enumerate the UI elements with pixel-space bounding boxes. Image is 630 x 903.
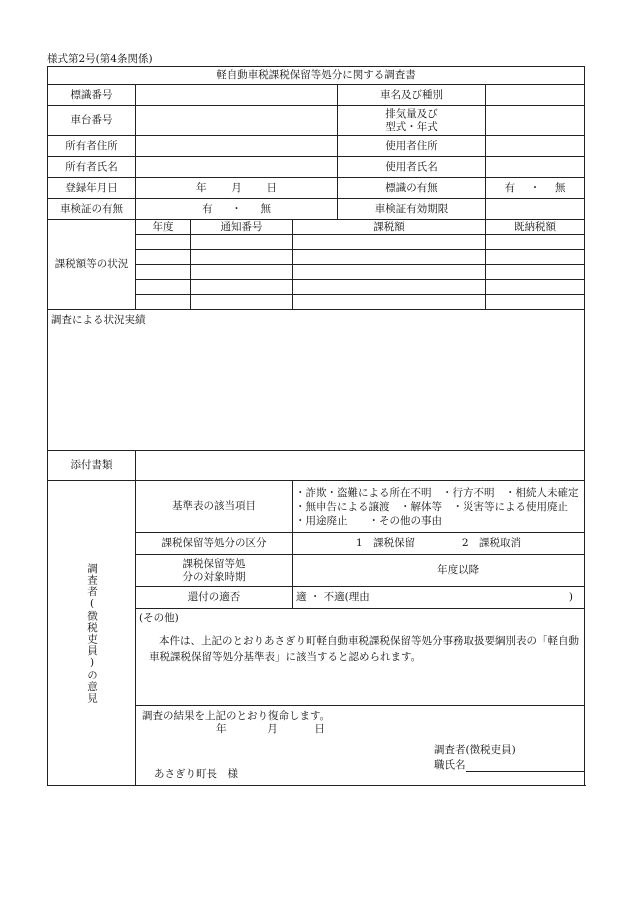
attachments-field[interactable] [136, 451, 585, 481]
user-address-label: 使用者住所 [338, 136, 486, 157]
date-day: 日 [266, 181, 277, 194]
vehicle-name-type-label: 車名及び種別 [338, 85, 486, 106]
period-value: 年度以降 [437, 564, 480, 576]
tax-cell[interactable] [486, 295, 585, 310]
category-option-hold[interactable]: 1 課税保留 [355, 537, 416, 549]
criteria-line1[interactable]: ・詐欺・盗難による所在不明 ・行方不明 ・相続人未確定 [295, 486, 579, 499]
report-date-day: 日 [314, 723, 325, 735]
inspection-yes[interactable]: 有 [202, 202, 213, 215]
tax-cell[interactable] [486, 265, 585, 280]
refund-field[interactable] [293, 587, 585, 609]
tax-cell[interactable] [293, 250, 486, 265]
tax-cell[interactable] [191, 295, 293, 310]
tax-cell[interactable] [136, 265, 191, 280]
sign-no[interactable]: 無 [554, 181, 566, 194]
investigator-label: 調査者(徴税吏員) [434, 744, 516, 756]
tax-cell[interactable] [293, 295, 486, 310]
addressee: あさぎり町長 様 [154, 768, 238, 780]
registration-date-label: 登録年月日 [48, 178, 136, 199]
criteria-line3[interactable]: ・用途廃止 ・その他の事由 [295, 514, 442, 527]
chassis-number-label: 車台番号 [48, 106, 136, 136]
category-options[interactable] [293, 533, 585, 555]
inspection-presence-field[interactable] [136, 199, 338, 220]
tax-header-tax-amount: 課税額 [293, 220, 486, 235]
sign-number-label: 標識番号 [48, 85, 136, 106]
tax-cell[interactable] [486, 235, 585, 250]
report-date[interactable] [142, 723, 578, 736]
tax-cell[interactable] [293, 265, 486, 280]
user-name-label: 使用者氏名 [338, 157, 486, 178]
user-name-field[interactable] [486, 157, 585, 178]
criteria-line2[interactable]: ・無申告による譲渡 ・解体等 ・災害等による使用廃止 [295, 500, 568, 513]
user-address-field[interactable] [486, 136, 585, 157]
period-label-line2: 分の対象時期 [182, 570, 246, 583]
report-text: 調査の結果を上記のとおり復命します。 [142, 710, 331, 722]
chassis-number-field[interactable] [136, 106, 338, 136]
inspection-expiry-label: 車検証有効期限 [338, 199, 486, 220]
title-name-underline[interactable] [466, 760, 585, 772]
other-text: 本件は、上記のとおりあさぎり町軽自動車税課税保留等処分事務取扱要綱別表の「軽自動車税課税保留等処分基準表」に該当すると認められます。 [149, 635, 579, 663]
inspection-dot: ・ [231, 202, 242, 215]
displacement-label-line1: 排気量及び [385, 107, 438, 120]
sign-yes[interactable]: 有 [504, 181, 516, 194]
owner-address-label: 所有者住所 [48, 136, 136, 157]
attachments-label: 添付書類 [48, 451, 136, 481]
period-label-line1: 課税保留等処 [182, 557, 246, 570]
tax-cell[interactable] [486, 280, 585, 295]
refund-value[interactable]: 適 ・ 不適(理由 [296, 591, 370, 603]
category-label: 課税保留等処分の区分 [136, 533, 293, 555]
tax-cell[interactable] [191, 235, 293, 250]
title-name-label: 職氏名 [434, 759, 466, 771]
displacement-label-line2: 型式・年式 [385, 120, 438, 133]
criteria-options[interactable] [293, 481, 585, 533]
other-label: (その他) [139, 612, 179, 624]
registration-date-field[interactable] [136, 178, 338, 199]
sign-dot: ・ [529, 181, 541, 194]
tax-status-label: 課税額等の状況 [48, 220, 136, 310]
tax-cell[interactable] [136, 250, 191, 265]
owner-address-field[interactable] [136, 136, 338, 157]
displacement-label [338, 106, 486, 136]
displacement-field[interactable] [486, 106, 585, 136]
inspection-expiry-field[interactable] [486, 199, 585, 220]
report-section [136, 706, 585, 786]
tax-header-year: 年度 [136, 220, 191, 235]
sign-number-field[interactable] [136, 85, 338, 106]
form-title: 軽自動車税課税保留等処分に関する調査書 [48, 67, 585, 85]
form-number: 様式第2号(第4条関係) [47, 53, 153, 65]
tax-cell[interactable] [191, 250, 293, 265]
inspection-presence-label: 車検証の有無 [48, 199, 136, 220]
tax-cell[interactable] [136, 235, 191, 250]
owner-name-field[interactable] [136, 157, 338, 178]
refund-label: 還付の適否 [136, 587, 293, 609]
owner-name-label: 所有者氏名 [48, 157, 136, 178]
survey-results-field[interactable] [48, 310, 585, 451]
date-year: 年 [196, 181, 207, 194]
inspection-no[interactable]: 無 [260, 202, 271, 215]
tax-cell[interactable] [191, 265, 293, 280]
period-field[interactable] [293, 555, 585, 587]
other-opinion-field[interactable] [136, 609, 585, 706]
survey-form-table [47, 66, 585, 786]
tax-header-notice-number: 通知番号 [191, 220, 293, 235]
tax-cell[interactable] [136, 280, 191, 295]
sign-presence-label: 標識の有無 [338, 178, 486, 199]
tax-cell[interactable] [486, 250, 585, 265]
opinion-label-cell [48, 481, 136, 786]
category-option-cancel[interactable]: 2 課税取消 [461, 537, 522, 549]
tax-cell[interactable] [191, 280, 293, 295]
report-date-year: 年 [216, 723, 227, 735]
tax-cell[interactable] [293, 235, 486, 250]
period-label [136, 555, 293, 587]
tax-cell[interactable] [136, 295, 191, 310]
survey-results-label: 調査による状況実績 [51, 314, 146, 326]
vehicle-name-type-field[interactable] [486, 85, 585, 106]
report-date-month: 月 [267, 723, 278, 735]
sign-presence-field[interactable] [486, 178, 585, 199]
tax-header-paid: 既納税額 [486, 220, 585, 235]
opinion-vertical-label: 調査者(徴税吏員)の意見 [86, 562, 98, 704]
refund-close: ) [568, 591, 573, 603]
criteria-label: 基準表の該当項目 [136, 481, 293, 533]
tax-cell[interactable] [293, 280, 486, 295]
date-month: 月 [231, 181, 242, 194]
